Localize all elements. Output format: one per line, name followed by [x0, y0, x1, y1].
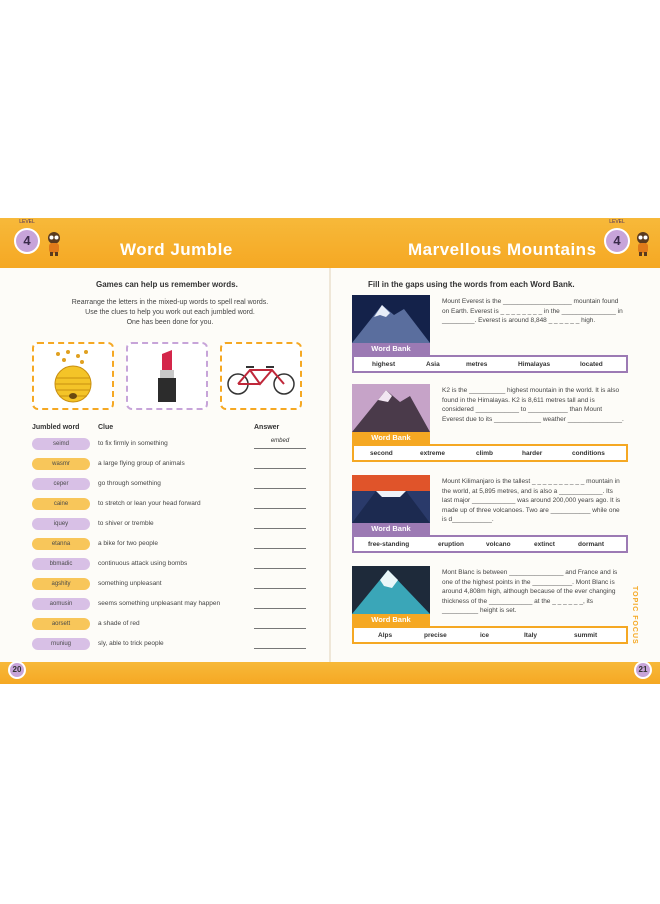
table-row [32, 638, 312, 652]
mountain-picture-icon [352, 566, 430, 614]
answer-field[interactable] [254, 518, 306, 529]
clue-text: a bike for two people [98, 540, 158, 547]
k2-image [352, 384, 430, 432]
instruction-line-1: Rearrange the letters in the mixed-up words to spell real words. [71, 299, 269, 306]
instruction-line-2: Use the clues to help you work out each jumbled word. [85, 309, 255, 316]
book-spread [0, 218, 660, 684]
level-label-left: LEVEL [19, 219, 35, 225]
word-bank-label: Word Bank [352, 343, 430, 355]
answer-field[interactable] [254, 638, 306, 649]
jumbled-word-pill: bbmadic [32, 558, 90, 570]
tandem-bicycle-icon [222, 344, 300, 408]
clue-text: a shade of red [98, 620, 140, 627]
table-row [32, 478, 312, 492]
word-bank-word: second [370, 450, 393, 457]
left-intro-heading: Games can help us remember words. [96, 280, 238, 289]
word-bank-word: volcano [486, 541, 511, 548]
clue-text: to stretch or lean your head forward [98, 500, 201, 507]
header-clue: Clue [98, 424, 114, 431]
word-bank-word: ice [480, 632, 490, 639]
mountain-picture-icon [352, 384, 430, 432]
clue-text: seems something unpleasant may happen [98, 600, 221, 607]
table-row [32, 578, 312, 592]
everest-image [352, 295, 430, 343]
picture-lipstick [126, 342, 208, 410]
card-text: Mont Blanc is between _______________ and France and is one of the highest points in the ___________. Mont Blanc is around 4,808m high, although because of the ever changing thickness of the ____________ at the _ _ _ _ _ _, its __________ height is set. [442, 569, 618, 614]
header-answer: Answer [254, 424, 280, 431]
card-text: K2 is the __________ highest mountain in the world. It is also found in the Himalayas. K2 is 8,611 metres tall and is considered ____________ to ___________ than Mount Everest due to its _____________ weather _______________. [442, 387, 624, 423]
header-jumbled-word: Jumbled word [32, 424, 80, 431]
level-number-left: 4 [23, 233, 31, 248]
table-row [32, 558, 312, 572]
kilimanjaro-image [352, 475, 430, 523]
level-number-right: 4 [613, 233, 621, 248]
table-row [32, 498, 312, 512]
word-bank-word: extreme [420, 450, 445, 457]
word-bank-word: Italy [524, 632, 538, 639]
footer-bar [0, 662, 660, 684]
word-bank-word: summit [574, 632, 598, 639]
table-row [32, 598, 312, 612]
word-bank-label: Word Bank [352, 432, 430, 444]
table-row [32, 518, 312, 532]
word-bank [352, 626, 628, 644]
card-text: Mount Kilimanjaro is the tallest _ _ _ _ _ _ _ _ _ _ mountain in the world, at 5,895 metres, and is also a ____________. Its last major ____________ was around 200,000 years ago. It is made up of three volcanoes. Two are ___________ while one is d___________. [442, 478, 621, 523]
clue-text: continuous attack using bombs [98, 560, 188, 567]
level-badge-left [14, 228, 40, 254]
word-bank-word: precise [424, 632, 447, 639]
answer-field[interactable] [254, 478, 306, 489]
word-bank [352, 444, 628, 462]
clue-text: to shiver or tremble [98, 520, 154, 527]
jumbled-word-pill: agshity [32, 578, 90, 590]
word-bank-word: Himalayas [518, 361, 551, 368]
answer-field[interactable] [254, 578, 306, 589]
clue-text: sly, able to trick people [98, 640, 164, 647]
right-intro-heading: Fill in the gaps using the words from each Word Bank. [368, 280, 575, 289]
lipstick-icon [128, 344, 206, 408]
jumbled-word-pill: aomusin [32, 598, 90, 610]
jumbled-word-pill: iquey [32, 518, 90, 530]
word-bank-word: extinct [534, 541, 555, 548]
table-row [32, 438, 312, 452]
right-page-title: Marvellous Mountains [408, 240, 597, 259]
word-bank [352, 355, 628, 373]
side-tab-topic-focus: TOPIC FOCUS [631, 586, 638, 645]
card-everest [352, 295, 628, 375]
header-banner [0, 218, 660, 268]
word-bank-word: Asia [426, 361, 440, 368]
word-bank-word: metres [466, 361, 488, 368]
word-bank-word: located [580, 361, 603, 368]
word-bank-word: conditions [572, 450, 605, 457]
word-bank-word: climb [476, 450, 493, 457]
clue-text: something unpleasant [98, 580, 162, 587]
word-bank [352, 535, 628, 553]
left-page-title: Word Jumble [120, 240, 233, 259]
mont-blanc-image [352, 566, 430, 614]
beehive-icon [34, 344, 112, 408]
clue-text: to fix firmly in something [98, 440, 168, 447]
word-bank-word: free-standing [368, 541, 410, 548]
answer-field[interactable] [254, 538, 306, 549]
level-label-right: LEVEL [609, 219, 625, 225]
word-bank-word: dormant [578, 541, 604, 548]
instruction-line-3: One has been done for you. [126, 319, 214, 326]
picture-tandem-bicycle [220, 342, 302, 410]
mountain-picture-icon [352, 295, 430, 343]
owl-mascot-icon-left [44, 230, 64, 256]
picture-beehive [32, 342, 114, 410]
answer-field[interactable] [254, 458, 306, 469]
answer-field[interactable] [254, 618, 306, 629]
table-row [32, 458, 312, 472]
page-number-left: 20 [8, 661, 26, 679]
jumbled-word-pill: etanna [32, 538, 90, 550]
clue-text: go through something [98, 480, 161, 487]
jumbled-word-pill: seimd [32, 438, 90, 450]
jumbled-word-pill: ceper [32, 478, 90, 490]
level-badge-right [604, 228, 630, 254]
jumbled-word-pill: wasmr [32, 458, 90, 470]
jumbled-word-pill: caine [32, 498, 90, 510]
answer-field[interactable] [254, 558, 306, 569]
word-bank-word: harder [522, 450, 543, 457]
card-mont-blanc [352, 566, 628, 646]
word-bank-word: highest [372, 361, 396, 368]
table-row [32, 618, 312, 632]
answer-field[interactable] [254, 598, 306, 609]
word-bank-word: Alps [378, 632, 393, 639]
owl-mascot-icon-right [633, 230, 653, 256]
page-gutter [329, 268, 331, 668]
card-kilimanjaro [352, 475, 628, 555]
jumbled-word-pill: rnuniug [32, 638, 90, 650]
answer-field[interactable] [254, 498, 306, 509]
jumbled-word-pill: aorsett [32, 618, 90, 630]
clue-text: a large flying group of animals [98, 460, 185, 467]
word-bank-label: Word Bank [352, 523, 430, 535]
card-text: Mount Everest is the ___________________ mountain found on Earth. Everest is _ _ _ _ _ _ _ _ in the _______________ in _________. Everest is around 8,848 _ _ _ _ _ _ high. [442, 298, 623, 324]
card-k2 [352, 384, 628, 464]
word-bank-label: Word Bank [352, 614, 430, 626]
answer-field[interactable]: embed [254, 438, 306, 449]
word-bank-word: eruption [438, 541, 464, 548]
page-number-right: 21 [634, 661, 652, 679]
mountain-picture-icon [352, 475, 430, 523]
table-row [32, 538, 312, 552]
